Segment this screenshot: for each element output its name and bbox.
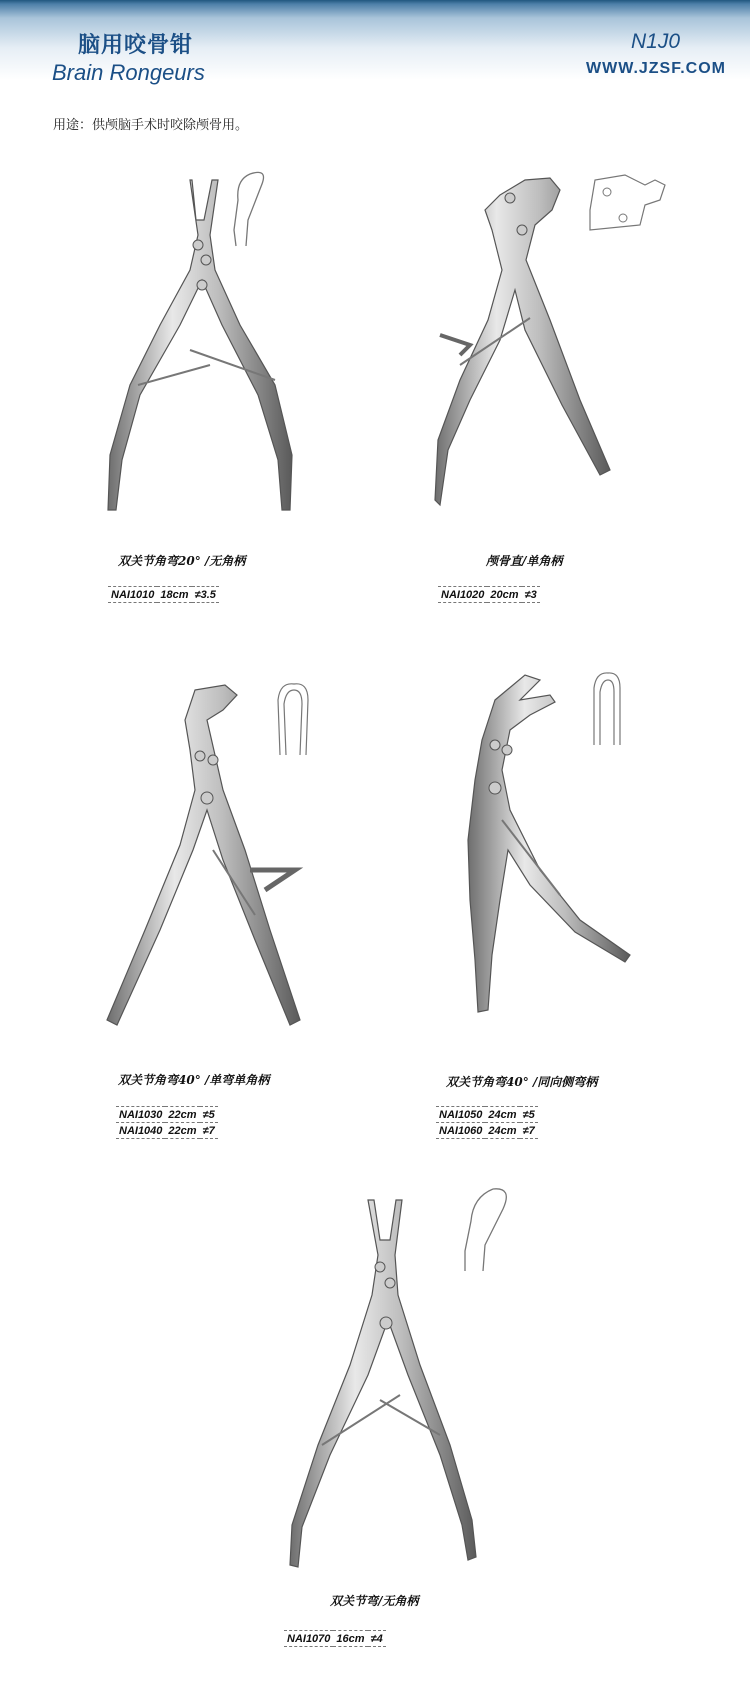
product-code: NAI1040 bbox=[116, 1123, 165, 1139]
product-bite: ≠7 bbox=[520, 1123, 538, 1139]
product-size: 18cm bbox=[157, 587, 191, 603]
product-code: NAI1050 bbox=[436, 1107, 485, 1123]
product-code: NAI1060 bbox=[436, 1123, 485, 1139]
product-bite: ≠5 bbox=[520, 1107, 538, 1123]
table-row bbox=[116, 1107, 218, 1123]
product-bite: ≠3 bbox=[522, 587, 540, 603]
product-bite: ≠4 bbox=[368, 1631, 386, 1647]
product-name-2: 颅骨直/单角柄 bbox=[486, 554, 563, 568]
website-link[interactable]: WWW.JZSF.COM bbox=[586, 60, 726, 77]
product-bite: ≠7 bbox=[200, 1123, 218, 1139]
product-size: 22cm bbox=[165, 1107, 199, 1123]
table-row bbox=[436, 1123, 538, 1139]
spec-table-1 bbox=[108, 586, 219, 603]
product-code: NAI1010 bbox=[108, 587, 157, 603]
table-row bbox=[116, 1123, 218, 1139]
page-title-chinese: 脑用咬骨钳 bbox=[78, 33, 194, 58]
page-header bbox=[0, 0, 750, 96]
product-size: 22cm bbox=[165, 1123, 199, 1139]
spec-table-3 bbox=[116, 1106, 218, 1139]
product-bite: ≠3.5 bbox=[192, 587, 219, 603]
product-size: 20cm bbox=[487, 587, 521, 603]
product-size: 24cm bbox=[485, 1123, 519, 1139]
page-title-english: Brain Rongeurs bbox=[52, 60, 205, 85]
table-row bbox=[108, 587, 219, 603]
table-row bbox=[438, 587, 540, 603]
product-size: 24cm bbox=[485, 1107, 519, 1123]
spec-table-5 bbox=[284, 1630, 386, 1647]
product-name-4: 双关节角弯40° /同向侧弯柄 bbox=[446, 1075, 598, 1089]
catalog-code: N1J0 bbox=[630, 30, 680, 53]
jaw-detail-sketch bbox=[272, 680, 322, 760]
jaw-detail-sketch bbox=[585, 170, 675, 240]
jaw-detail-sketch bbox=[228, 170, 288, 250]
product-name-5: 双关节弯/无角柄 bbox=[330, 1594, 419, 1608]
product-size: 16cm bbox=[333, 1631, 367, 1647]
table-row bbox=[436, 1107, 538, 1123]
jaw-detail-sketch bbox=[455, 1185, 515, 1275]
product-name-1: 双关节角弯20° /无角柄 bbox=[118, 554, 246, 568]
product-code: NAI1070 bbox=[284, 1631, 333, 1647]
spec-table-2 bbox=[438, 586, 540, 603]
product-code: NAI1030 bbox=[116, 1107, 165, 1123]
table-row bbox=[284, 1631, 386, 1647]
spec-table-4 bbox=[436, 1106, 538, 1139]
product-code: NAI1020 bbox=[438, 587, 487, 603]
usage-description: 用途：供颅脑手术时咬除颅骨用。 bbox=[53, 118, 249, 133]
jaw-detail-sketch bbox=[590, 670, 630, 750]
product-bite: ≠5 bbox=[200, 1107, 218, 1123]
product-name-3: 双关节角弯40° /单弯单角柄 bbox=[118, 1073, 270, 1087]
